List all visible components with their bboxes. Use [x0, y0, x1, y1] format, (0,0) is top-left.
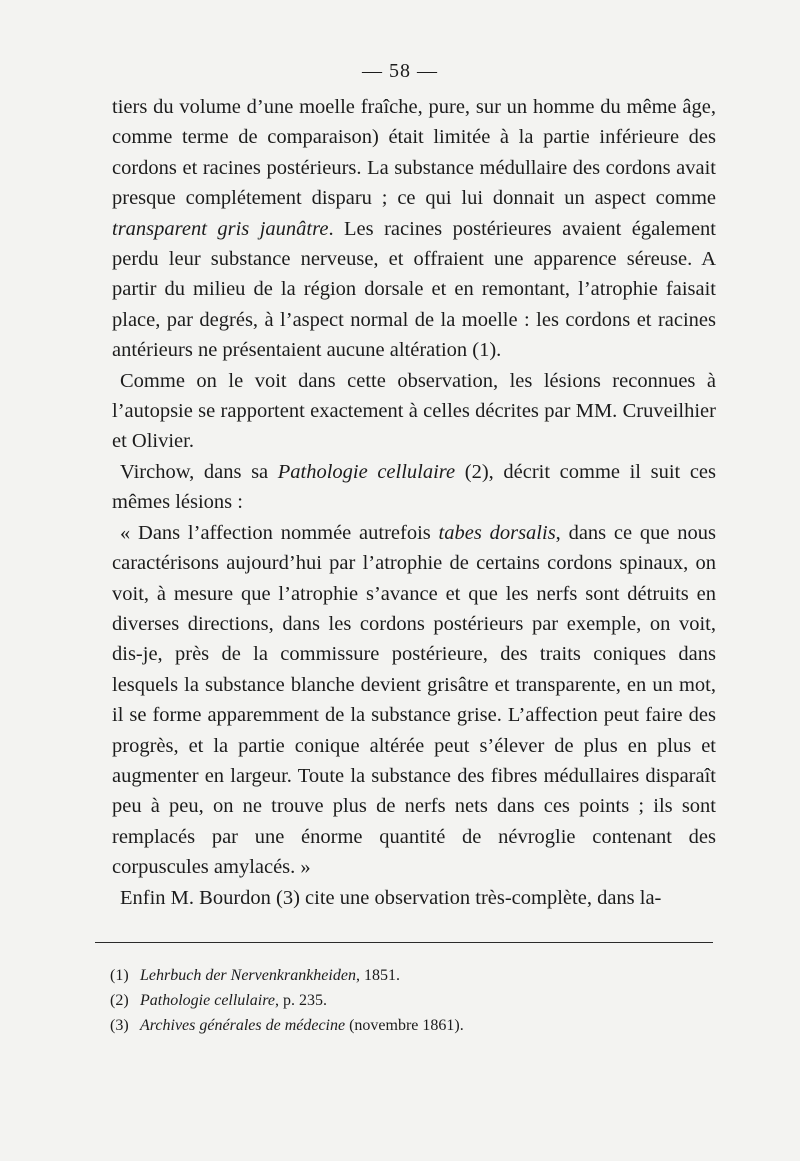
paragraph-3-italic: Pathologie cellulaire — [277, 460, 456, 483]
footnote-2 — [110, 988, 710, 1013]
footnote-2-title: Pathologie cellulaire — [140, 992, 275, 1009]
footnote-2-number: (2) — [110, 992, 129, 1009]
footnote-3-rest: (novembre 1861). — [345, 1017, 464, 1034]
paragraph-4-text-a: « Dans l’affection nommée autrefois — [120, 521, 439, 544]
footnote-3 — [110, 1013, 710, 1038]
paragraph-4-quote — [112, 518, 716, 883]
footnote-1-number: (1) — [110, 967, 129, 984]
main-text — [112, 92, 716, 913]
paragraph-5: Enfin M. Bourdon (3) cite une observation très-complète, dans la- — [120, 886, 662, 909]
footnote-1-title: Lehrbuch der Nervenkrankheiden — [140, 967, 356, 984]
footnote-3-number: (3) — [110, 1017, 129, 1034]
paragraph-1 — [112, 92, 716, 366]
paragraph-1-text-b: . Les racines postérieures avaient également perdu leur substance nerveuse, et offraient une apparence séreuse. A partir du milieu de la région dorsale et en remontant, l’atrophie faisait place, par degrés, à l’aspect normal de la moelle : les cordons et racines antérieurs ne présentaient aucune altération (1). — [112, 217, 716, 362]
paragraph-3-text-b: (2), décrit comme il suit ces mêmes lésions : — [112, 460, 716, 514]
paragraph-1-text-a: tiers du volume d’une moelle fraîche, pure, sur un homme du même âge, comme terme de comparaison) était limitée à la partie inférieure des cordons et racines postérieurs. La substance médullaire des cordons avait presque complétement disparu ; ce qui lui donnait un aspect comme — [112, 96, 716, 210]
footnote-1-rest: , 1851. — [355, 967, 400, 984]
footnote-divider — [95, 942, 713, 943]
footnote-3-title: Archives générales de médecine — [140, 1017, 346, 1034]
paragraph-3-text-a: Virchow, dans sa — [120, 460, 278, 483]
paragraph-3 — [112, 457, 716, 518]
footnotes — [110, 963, 710, 1038]
footnote-1 — [110, 963, 710, 988]
paragraph-4-italic: tabes dorsalis — [438, 521, 556, 544]
paragraph-2: Comme on le voit dans cette observation, les lésions reconnues à l’autopsie se rapportent exactement à celles décrites par MM. Cruveilhier et Olivier. — [112, 369, 716, 453]
paragraph-4-text-b: , dans ce que nous caractérisons aujourd’hui par l’atrophie de certains cordons spinaux, on voit, à mesure que l’atrophie s’avance et que les nerfs sont détruits en diverses directions, dans les cordons postérieurs par exemple, on voit, dis-je, près de la commissure postérieure, des traits coniques dans lesquels la substance blanche devient grisâtre et transparente, en un mot, il se forme apparemment de la substance grise. L’affection peut faire des progrès, et la partie conique altérée peut s’élever de plus en plus et augmenter en largeur. Toute la substance des fibres médullaires disparaît peu à peu, on ne trouve plus de nerfs nets dans ces points ; ils sont remplacés par une énorme quantité de névroglie contenant des corpuscules amylacés. » — [112, 521, 716, 879]
page-number: — 58 — — [362, 60, 438, 82]
paragraph-1-italic: transparent gris jaunâtre — [112, 217, 329, 240]
footnote-2-rest: , p. 235. — [274, 992, 327, 1009]
